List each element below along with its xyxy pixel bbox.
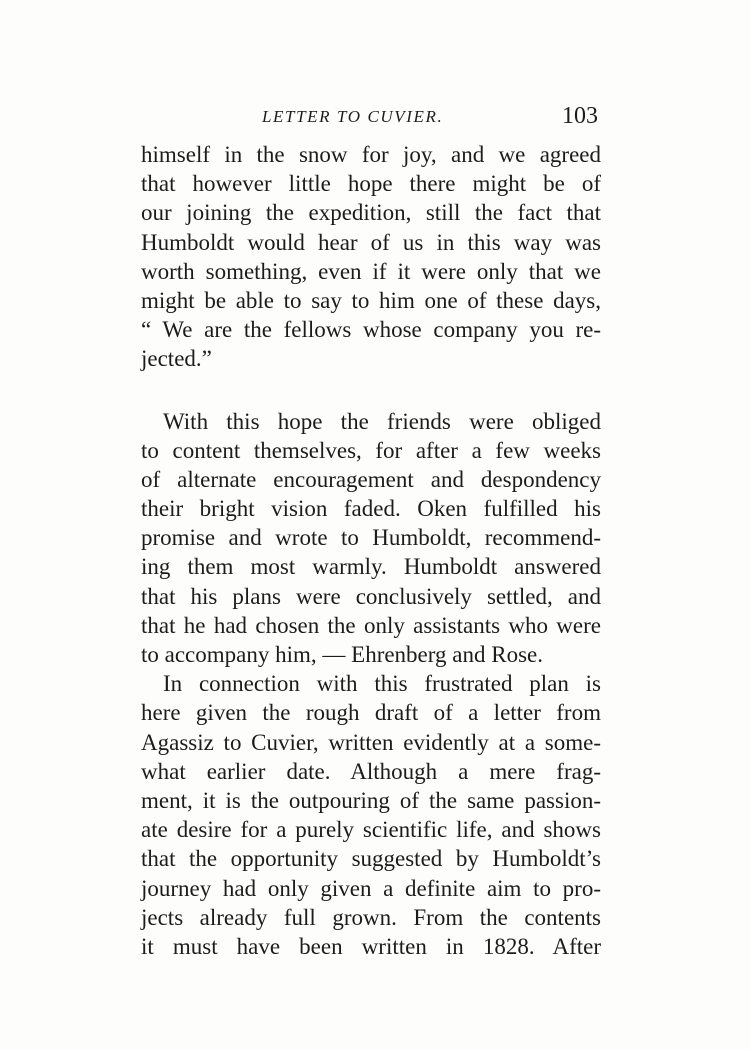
text-line: of alternate encouragement and despondency xyxy=(141,466,601,492)
text-line: In connection with this frustrated plan is xyxy=(163,671,601,697)
text-line: to content themselves, for after a few weeks xyxy=(141,437,601,463)
text-line: worth something, even if it were only that we xyxy=(141,258,601,284)
text-line: what earlier date. Although a mere frag- xyxy=(141,758,601,784)
text-line: to accompany him, — Ehrenberg and Rose. xyxy=(141,642,543,667)
text-line: might be able to say to him one of these days, xyxy=(141,287,601,313)
text-line: it must have been written in 1828. After xyxy=(141,933,601,959)
page-number: 103 xyxy=(562,103,598,129)
text-line: that he had chosen the only assistants who were xyxy=(141,612,601,638)
text-line: our joining the expedition, still the fact that xyxy=(141,200,601,226)
text-line: jected.” xyxy=(141,346,212,372)
text-line: that however little hope there might be of xyxy=(141,171,601,197)
body-text xyxy=(141,140,601,961)
text-line: “ We are the fellows whose company you re- xyxy=(141,317,601,343)
text-line: journey had only given a definite aim to pro- xyxy=(141,875,601,901)
text-line: promise and wrote to Humboldt, recommend- xyxy=(141,525,601,551)
text-line: ment, it is the outpouring of the same passion- xyxy=(141,787,601,813)
section-break xyxy=(141,374,601,407)
running-title: LETTER TO CUVIER. xyxy=(262,107,444,126)
text-line: Agassiz to Cuvier, written evidently at a some- xyxy=(141,729,601,755)
running-head xyxy=(140,103,600,137)
text-line: jects already full grown. From the contents xyxy=(141,904,601,930)
text-line: ing them most warmly. Humboldt answered xyxy=(141,554,601,580)
text-line: himself in the snow for joy, and we agreed xyxy=(141,142,601,167)
text-line: their bright vision faded. Oken fulfilled his xyxy=(141,496,601,522)
text-line: that his plans were conclusively settled, and xyxy=(141,583,601,609)
text-line: Humboldt would hear of us in this way was xyxy=(141,229,601,255)
text-line: here given the rough draft of a letter from xyxy=(141,700,601,726)
text-line: ate desire for a purely scientific life, and shows xyxy=(141,817,601,843)
text-line: With this hope the friends were obliged xyxy=(163,408,601,434)
text-line: that the opportunity suggested by Humboldt’s xyxy=(141,846,601,872)
